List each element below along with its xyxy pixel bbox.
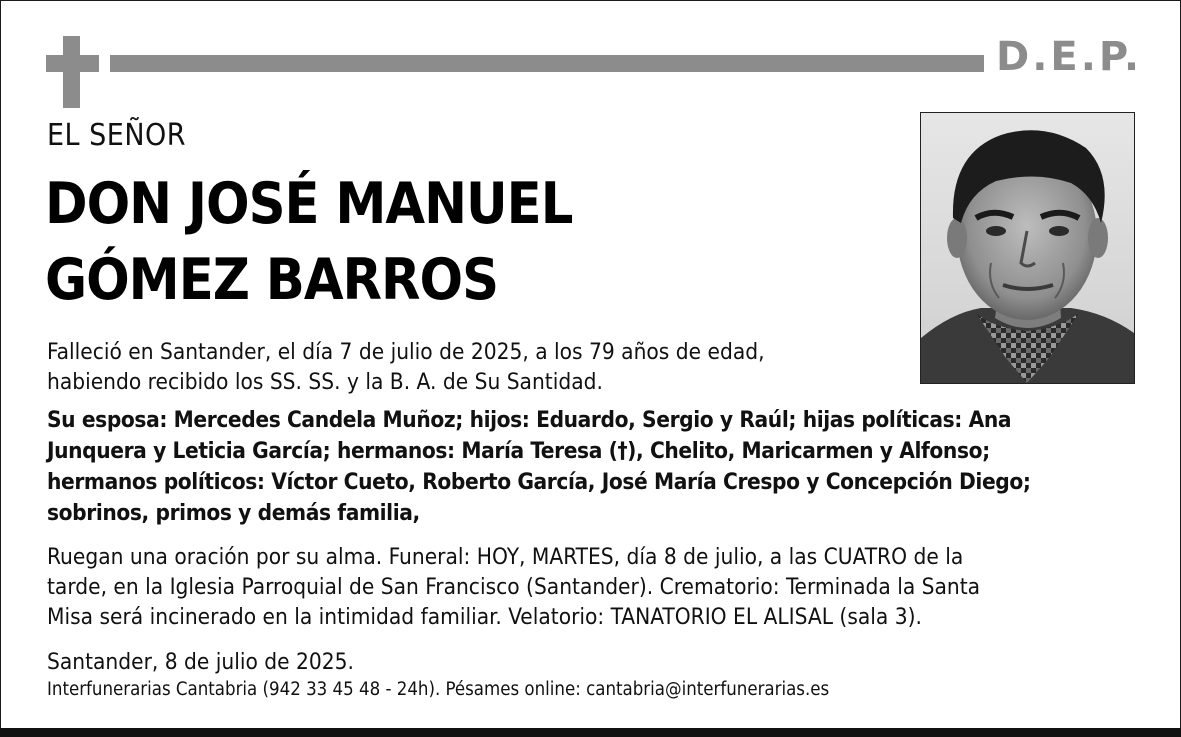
name-line-1: DON JOSÉ MANUEL [45,171,573,237]
death-notice [47,337,907,397]
place-date: Santander, 8 de julio de 2025. [47,649,354,675]
funeral-line: Ruegan una oración por su alma. Funeral: HOY, MARTES, día 8 de julio, a las CUATRO de la [47,544,964,570]
death-notice-line: Falleció en Santander, el día 7 de julio de 2025, a los 79 años de edad, [47,339,765,365]
family-line: Su esposa: Mercedes Candela Muñoz; hijos: Eduardo, Sergio y Raúl; hijas políticas: Ana [47,407,1012,433]
family-line: Junquera y Leticia García; hermanos: María Teresa (†), Chelito, Maricarmen y Alfonso; [47,438,990,464]
funeral-details [47,542,1157,632]
header-rule [110,55,984,72]
deceased-photo [920,112,1135,384]
cross-icon [46,36,99,108]
funeral-line: Misa será incinerado en la intimidad familiar. Velatorio: TANATORIO EL ALISAL (sala 3). [47,604,922,630]
honorific: EL SEÑOR [47,118,187,153]
bottom-border [0,728,1181,737]
dep-label: D.E.P. [996,34,1143,80]
family-line: hermanos políticos: Víctor Cueto, Roberto García, José María Crespo y Concepción Diego; [47,469,1031,495]
family-list [47,405,1157,529]
contact-line: Interfunerarias Cantabria (942 33 45 48 - 24h). Pésames online: cantabria@interfunerarias.es [47,679,830,700]
name-line-2: GÓMEZ BARROS [45,247,499,313]
death-notice-line: habiendo recibido los SS. SS. y la B. A. de Su Santidad. [47,369,603,395]
deceased-name [45,166,572,318]
funeral-line: tarde, en la Iglesia Parroquial de San Francisco (Santander). Crematorio: Terminada la Santa [47,574,981,600]
family-line: sobrinos, primos y demás familia, [47,500,420,526]
